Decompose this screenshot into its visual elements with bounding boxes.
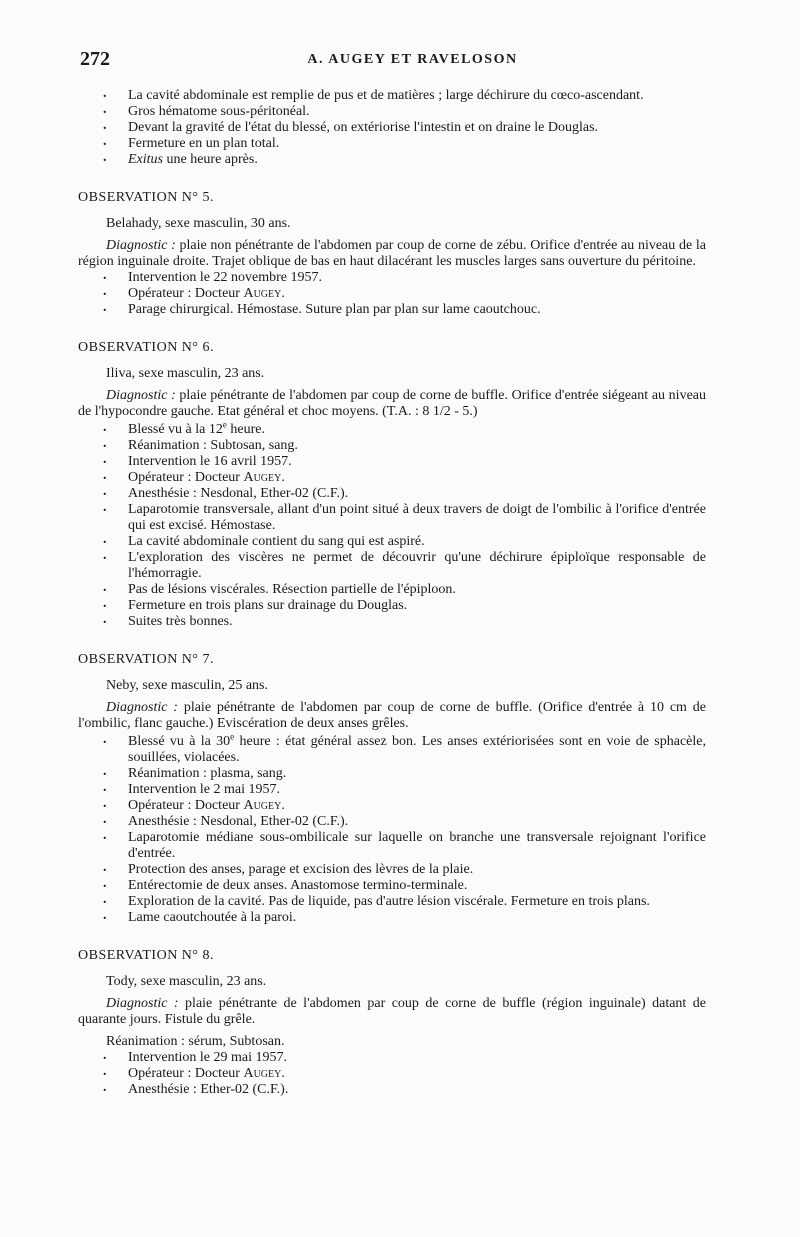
running-head: A. AUGEY ET RAVELOSON [307, 52, 518, 67]
list-item: . Intervention le 29 mai 1957. [78, 1050, 706, 1066]
diagnostic-text: plaie pénétrante de l'abdomen par coup de corne de buffle (région inguinale) datant de quarante jours. Fistule du grêle. [78, 996, 706, 1027]
exitus-rest: une heure après. [163, 152, 258, 167]
diagnostic-text: plaie non pénétrante de l'abdomen par coup de corne de zébu. Orifice d'entrée au niveau de la région inguinale droite. Trajet oblique de bas en haut dilacérant les muscles larges sans ouverture du péritoine. [78, 238, 706, 269]
list-item: . Parage chirurgical. Hémostase. Suture plan par plan sur lame caoutchouc. [78, 302, 706, 318]
diagnostic-paragraph [78, 996, 706, 1028]
list-item: . Intervention le 16 avril 1957. [78, 454, 706, 470]
reanimation-line: Réanimation : sérum, Subtosan. [106, 1034, 285, 1049]
list-item: . Laparotomie transversale, allant d'un point situé à deux travers de doigt de l'ombilic à l'orifice d'entrée qui est excisé. Hémostase. [78, 502, 706, 534]
list-item [78, 419, 706, 438]
operator-prefix: Opérateur : Docteur [128, 470, 244, 485]
operator-suffix: . [281, 798, 285, 813]
list-item: . Pas de lésions viscérales. Résection partielle de l'épiploon. [78, 582, 706, 598]
list-item: . Réanimation : Subtosan, sang. [78, 438, 706, 454]
observation-6 [78, 340, 706, 630]
list-item: . Fermeture en trois plans sur drainage du Douglas. [78, 598, 706, 614]
observation-8 [78, 948, 706, 1098]
list-item: . Lame caoutchoutée à la paroi. [78, 910, 706, 926]
diagnostic-label: Diagnostic : [106, 238, 176, 253]
continuation-section [78, 88, 706, 168]
list-item: . Anesthésie : Nesdonal, Ether-02 (C.F.). [78, 814, 706, 830]
list-item: . Devant la gravité de l'état du blessé, on extériorise l'intestin et on draine le Douglas. [78, 120, 706, 136]
operator-name: Augey [243, 798, 282, 813]
list-item: . L'exploration des viscères ne permet de découvrir qu'une déchirure épiploïque responsable de l'hémorragie. [78, 550, 706, 582]
seen-superscript: e [222, 419, 227, 430]
seen-prefix: Blessé vu à la 12 [128, 422, 223, 437]
operator-name: Augey [243, 470, 282, 485]
list-item: . Protection des anses, parage et excision des lèvres de la plaie. [78, 862, 706, 878]
seen-prefix: Blessé vu à la 30 [128, 734, 231, 749]
list-item: . Gros hématome sous-péritonéal. [78, 104, 706, 120]
operator-prefix: Opérateur : Docteur [128, 1066, 244, 1081]
list-item [78, 286, 706, 302]
exitus-word: Exitus [128, 152, 163, 167]
patient-line: Iliva, sexe masculin, 23 ans. [106, 366, 265, 381]
seen-superscript: e [230, 731, 235, 742]
operator-prefix: Opérateur : Docteur [128, 798, 244, 813]
list-item: . Laparotomie médiane sous-ombilicale sur laquelle on branche une transversale rejoignant l'orifice d'entrée. [78, 830, 706, 862]
diagnostic-paragraph [78, 388, 706, 420]
operator-prefix: Opérateur : Docteur [128, 286, 244, 301]
diagnostic-label: Diagnostic : [106, 996, 179, 1011]
observation-title: OBSERVATION N° 6. [78, 340, 215, 355]
list-item: . Intervention le 22 novembre 1957. [78, 270, 706, 286]
operator-suffix: . [281, 286, 285, 301]
seen-suffix: heure. [226, 422, 265, 437]
list-item: . Intervention le 2 mai 1957. [78, 782, 706, 798]
list-item: . La cavité abdominale est remplie de pus et de matières ; large déchirure du cœco-ascendant. [78, 88, 706, 104]
observation-title: OBSERVATION N° 8. [78, 948, 215, 963]
operator-suffix: . [281, 1066, 285, 1081]
list-item: . Réanimation : plasma, sang. [78, 766, 706, 782]
list-item: . Anesthésie : Nesdonal, Ether-02 (C.F.). [78, 486, 706, 502]
diagnostic-paragraph [78, 238, 706, 270]
operator-suffix: . [281, 470, 285, 485]
diagnostic-text: plaie pénétrante de l'abdomen par coup de corne de buffle. (Orifice d'entrée à 10 cm de l'ombilic, flanc gauche.) Eviscération de deux anses grêles. [78, 700, 706, 731]
list-item [78, 1066, 706, 1082]
patient-line: Neby, sexe masculin, 25 ans. [106, 678, 268, 693]
observation-7 [78, 652, 706, 926]
diagnostic-text: plaie pénétrante de l'abdomen par coup de corne de buffle. Orifice d'entrée siégeant au niveau de l'hypocondre gauche. Etat général et choc moyens. (T.A. : 8 1/2 - 5.) [78, 388, 706, 419]
diagnostic-label: Diagnostic : [106, 700, 178, 715]
list-item: . Suites très bonnes. [78, 614, 706, 630]
patient-line: Tody, sexe masculin, 23 ans. [106, 974, 267, 989]
list-item [78, 470, 706, 486]
list-item: . Entérectomie de deux anses. Anastomose termino-terminale. [78, 878, 706, 894]
page-number: 272 [80, 48, 110, 70]
observation-title: OBSERVATION N° 7. [78, 652, 215, 667]
operator-name: Augey [243, 1066, 282, 1081]
list-item [78, 152, 706, 168]
list-item: . Anesthésie : Ether-02 (C.F.). [78, 1082, 706, 1098]
observation-title: OBSERVATION N° 5. [78, 190, 215, 205]
list-item: . Fermeture en un plan total. [78, 136, 706, 152]
seen-suffix: heure : état général assez bon. Les anses extériorisées sont en voie de sphacèle, souillées, violacées. [128, 734, 706, 765]
observation-5 [78, 190, 706, 318]
list-item [78, 798, 706, 814]
article-body [78, 88, 706, 1098]
patient-line: Belahady, sexe masculin, 30 ans. [106, 216, 291, 231]
diagnostic-paragraph [78, 700, 706, 732]
list-item: . Exploration de la cavité. Pas de liquide, pas d'autre lésion viscérale. Fermeture en trois plans. [78, 894, 706, 910]
list-item [78, 731, 706, 766]
operator-name: Augey [243, 286, 282, 301]
page-header [80, 48, 705, 72]
list-item: . La cavité abdominale contient du sang qui est aspiré. [78, 534, 706, 550]
diagnostic-label: Diagnostic : [106, 388, 176, 403]
